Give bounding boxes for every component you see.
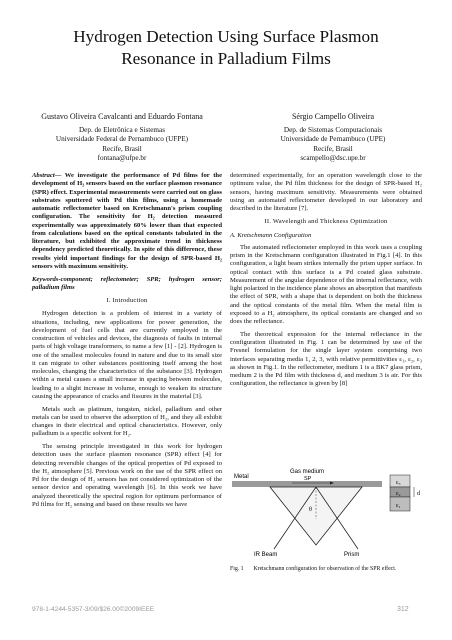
- label-metal: Metal: [234, 474, 249, 480]
- label-theta: θ: [309, 507, 312, 513]
- intro-paragraph-1: Hydrogen detection is a problem of interest in a variety of situations, including, new applications for power generation, the development of fuel cells that are currently employed in the construction of vehicles and devices, the diagnosis of faults in internal parts of high voltage transformers, to name a few [1] - [2]. Hydrogen is one of the smallest molecules found in nature and due to its small size it can migrate to other substances positioning itself among the host molecules, changing the characteristics of the substance [3]. Hydrogen within a metal causes a small increase in spacing between molecules, leading to a slight increase in volume, enough to weaken its structure causing the appearance of cracks and fissures in the material [3].: [32, 310, 222, 400]
- author-name: Gustavo Oliveira Cavalcanti and Eduardo Fontana: [41, 112, 203, 121]
- author-email: fontana@ufpe.br: [97, 154, 147, 163]
- figure-1: [230, 459, 430, 559]
- intro-paragraph-3: The sensing principle investigated in this work for hydrogen detection uses the surface plasmon resonance (SPR) effect [4] for detecting reversible changes of the optical properties of Pd exposed to the H₂ atmosphere [5]. Previous work on the use of the SPR effect on Pd for the design of H₂ sensors has not considered optimization of the sensor device and operating wavelength [6]. In this work we have analyzed theoretically the spectral region for optimum performance of Pd films for H₂ sensing and based on these results we have: [32, 443, 222, 508]
- abstract-label: Abstract: [32, 172, 55, 179]
- footer-copyright: 978-1-4244-5357-3/09/$26.00©2009IEEE: [32, 606, 155, 613]
- subsection-heading-kretschmann: A. Kretschmann Configuration: [230, 231, 312, 239]
- label-gas-medium: Gas medium: [290, 469, 325, 475]
- keywords-label: Keywords-component;: [32, 275, 93, 283]
- title-line-2: Resonance in Palladium Films: [121, 49, 331, 68]
- keywords: [32, 276, 222, 293]
- author-city: Recife, Brasil: [102, 144, 142, 153]
- intro-paragraph-2: Metals such as platinum, tungsten, nickel, palladium and other metals can be used to observe the adsorption of H₂, and they all exhibit changes in their electrical and optical characteristics. However, only palladium is a specific solvent for H₂.: [32, 405, 222, 438]
- paper-title: [0, 26, 452, 70]
- right-paragraph-2: The theoretical expression for the internal reflectance in the configuration illustrated in Fig. 1 can be determined by use of the Fresnel formulation for the single layer system comprising two interfaces separating media 1, 2, 3, with relative permittivities ε₁, ε₂, ε₃ as shown in Fig.1. In the reflectometer, medium 1 is a BK7 glass prism, medium 2 is the Pd film with thickness d, and medium 3 is air. For this configuration, the reflectance is given by [8]: [230, 330, 422, 388]
- section-heading-introduction: I. Introduction: [106, 297, 148, 304]
- caption-text: Kretschmann configuration for observation of the SPR effect.: [253, 566, 397, 572]
- left-column: [32, 172, 222, 514]
- label-e3: ε₃: [396, 480, 401, 486]
- author-univ: Universidade de Pernambuco (UPE): [280, 135, 386, 144]
- label-e2: ε₂: [396, 491, 401, 497]
- author-city: Recife, Brasil: [313, 144, 353, 153]
- section-heading-wavelength: II. Wavelength and Thickness Optimization: [264, 218, 388, 226]
- right-paragraph-1: The automated reflectometer employed in this work uses a coupling prism in the Kretschmann configuration illustrated in Fig.1 [4]. In this configuration, a light beam strikes internally the prism upper surface. In optical contact with this surface is a Pd coated glass substrate. Measurement of the angular dependence of the internal reflectance, with light polarized in the incidence plane shows an absorption that manifests the effect of SPR, with a shape that is dependent on both the thickness and the optical constants of the metal film. When the metal film is exposed to a H₂ atmosphere, its optical constants are changed and so does the reflectance.: [230, 243, 422, 325]
- kretschmann-diagram: [230, 459, 430, 559]
- author-email: scampello@dsc.upe.br: [300, 154, 366, 163]
- title-line-1: Hydrogen Detection Using Surface Plasmon: [73, 27, 379, 46]
- page-number: 312: [397, 606, 409, 613]
- author-dept: Dep. de Sistemas Computacionais: [283, 125, 383, 134]
- abstract-text: — We investigate the performance of Pd films for the development of H₂ sensors based on the surface plasmon resonance (SPR) effect. Experimental measurements were carried out on glass substrates sputtered with Pd thin films, using a homemade automatic reflectometer based on Kretschmann's prism coupling configuration. The sensitivity for H₂ detection measured experimentally was approximately 60% lower than that expected from calculations based on the optical constants tabulated in the literature, but exhibited the approximate trend in thickness dependency predicted theoretically. In spite of this difference, these results yield important findings for the design of SPR-based H₂ sensors with maximum sensitivity.: [32, 172, 222, 270]
- label-prism: Prism: [344, 552, 360, 558]
- caption-number: Fig. 1: [230, 566, 244, 572]
- author-block-1: [22, 112, 222, 164]
- abstract: [32, 172, 222, 271]
- figure-caption: [230, 566, 430, 572]
- label-ir-beam: IR Beam: [254, 552, 278, 558]
- keywords-text: reflectometer; SPR; hydrogen sensor; palladium films: [32, 275, 222, 291]
- author-univ: Universidade Federal de Pernambuco (UFPE): [55, 135, 189, 144]
- author-block-2: [233, 112, 433, 164]
- label-sp: SP: [304, 476, 312, 482]
- right-column: [230, 172, 422, 393]
- author-dept: Dep. de Eletrônica e Sistemas: [78, 125, 166, 134]
- author-name: Sérgio Campello Oliveira: [291, 112, 375, 121]
- label-d: d: [417, 491, 420, 497]
- label-e1: ε₁: [396, 503, 401, 509]
- right-paragraph-0: determined experimentally, for an operation wavelength close to the optimum value, the Pd film thickness for the design of SPR-based H₂ sensors, having maximum sensitivity. Measurements were obtained using an automated reflectometer developed in our laboratory and described in the literature [7].: [230, 172, 422, 212]
